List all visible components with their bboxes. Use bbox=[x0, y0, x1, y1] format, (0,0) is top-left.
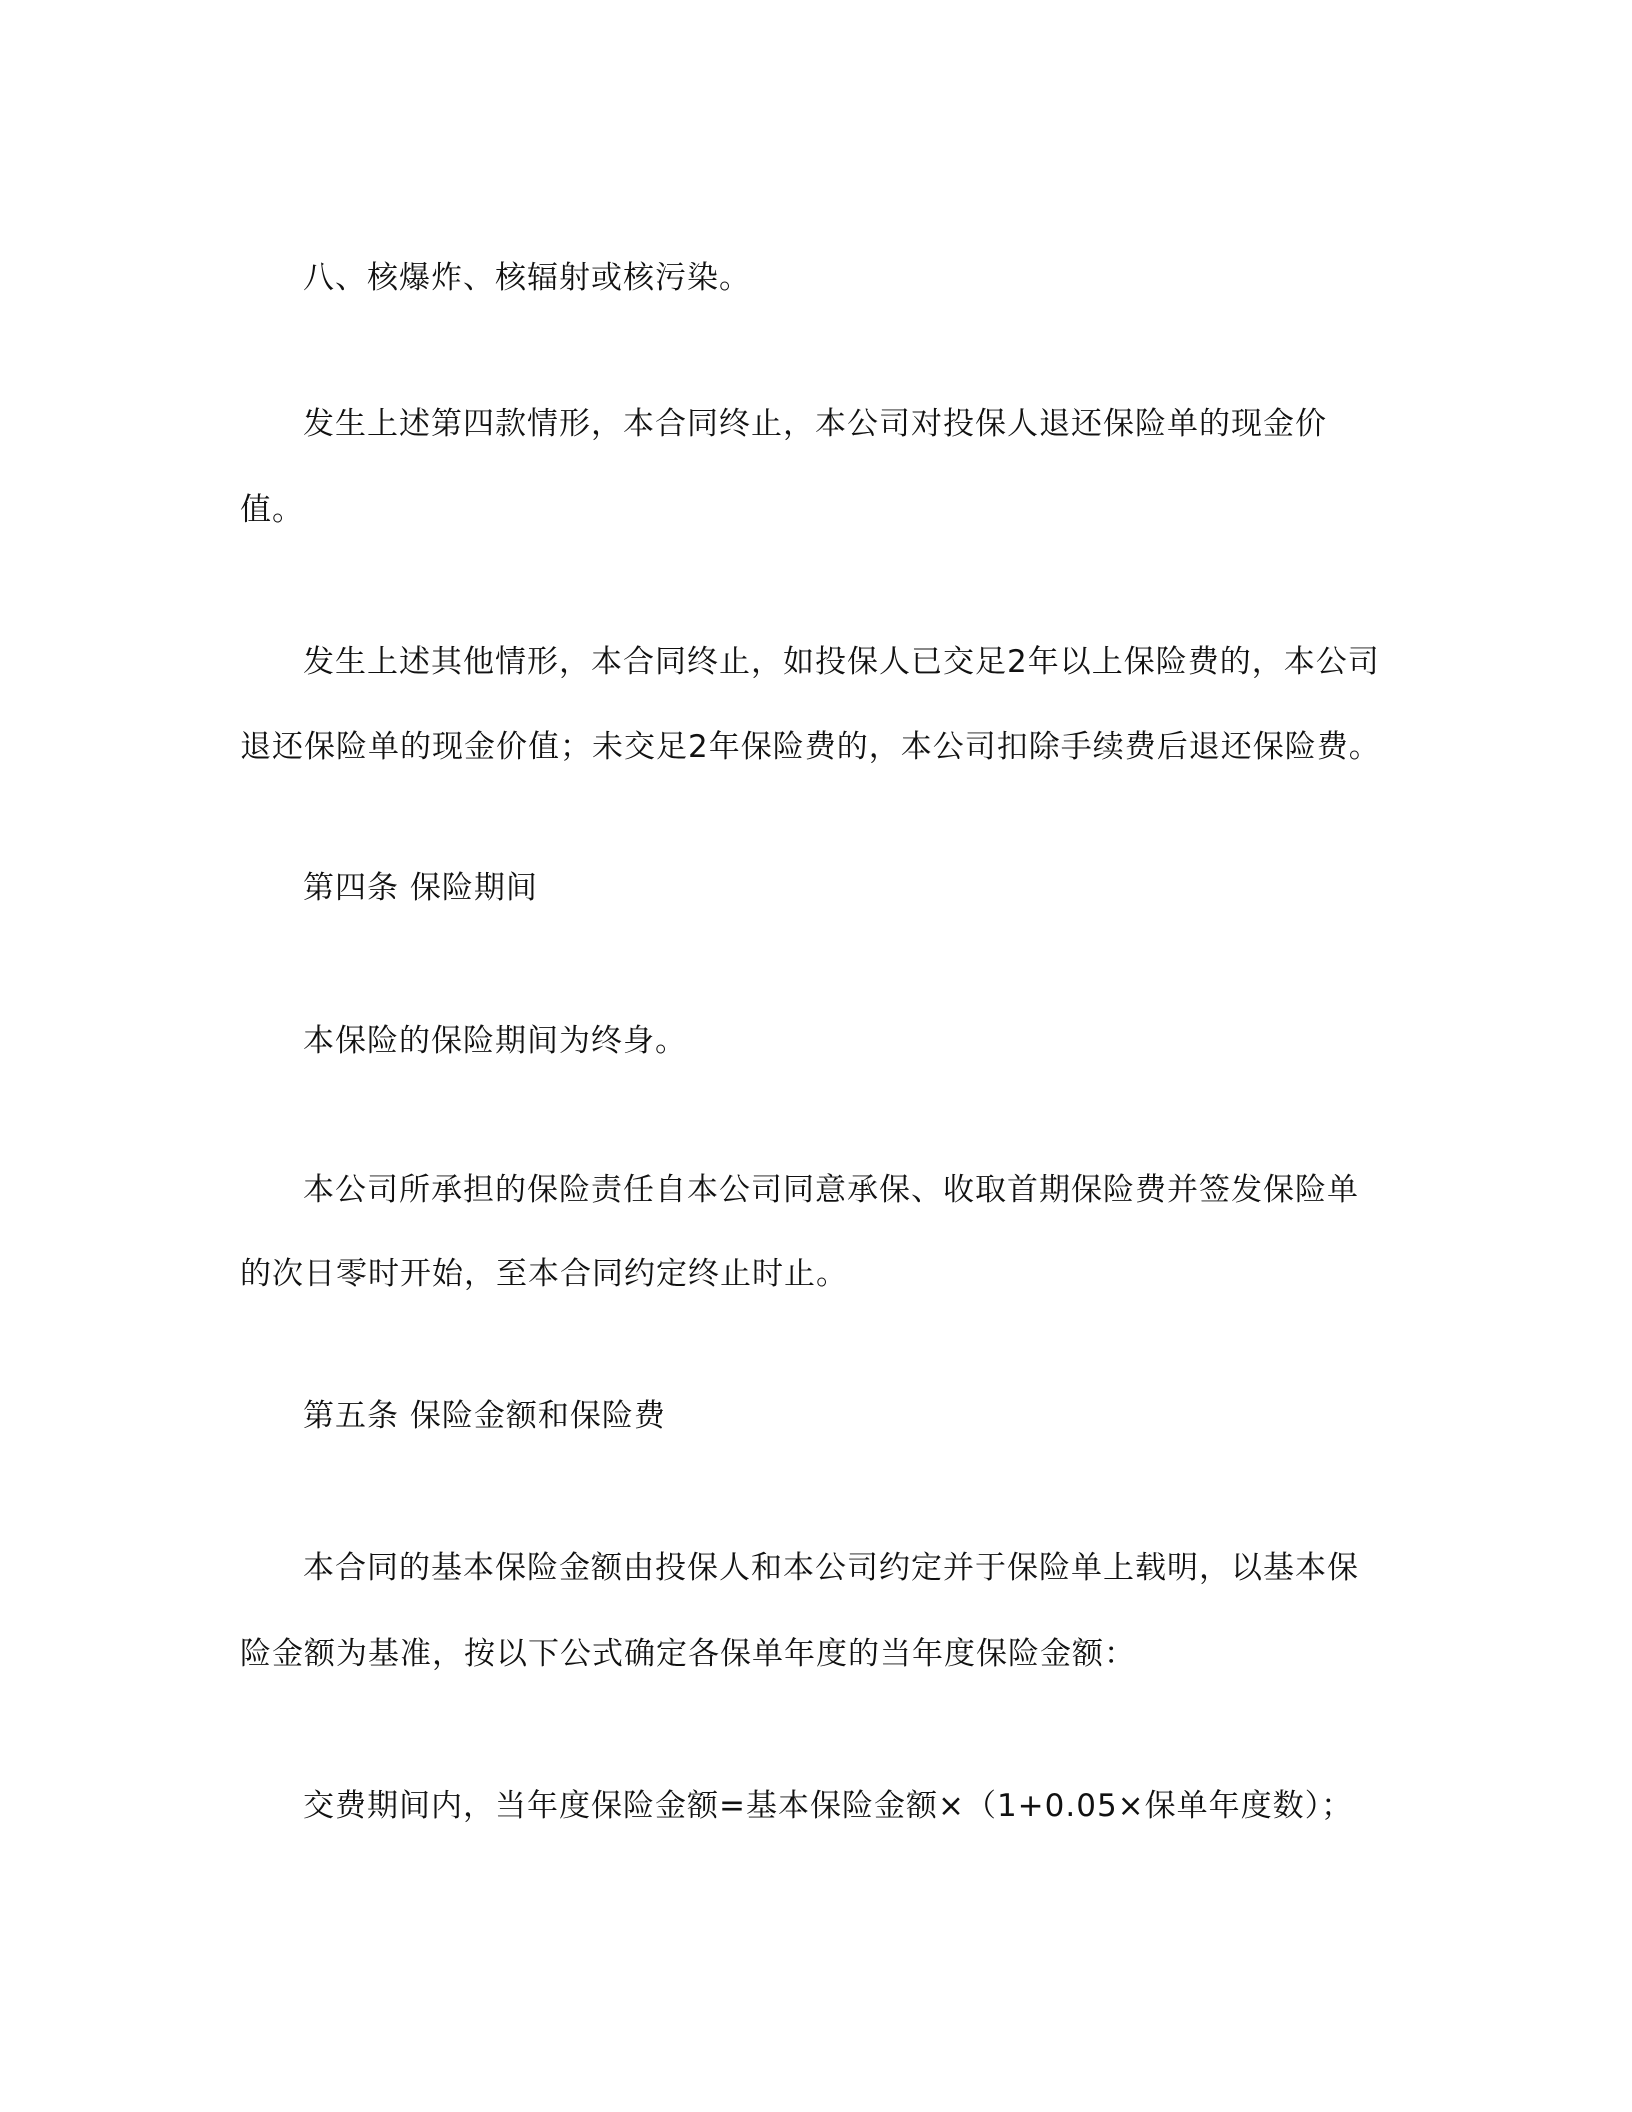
paragraph-line: 退还保险单的现金价值；未交足2年保险费的，本公司扣除手续费后退还保险费。 bbox=[240, 729, 1381, 765]
paragraph-line: 发生上述第四款情形，本合同终止，本公司对投保人退还保险单的现金价 bbox=[303, 406, 1327, 442]
paragraph-line: 险金额为基准，按以下公式确定各保单年度的当年度保险金额： bbox=[240, 1636, 1136, 1672]
paragraph-line: 本保险的保险期间为终身。 bbox=[303, 1023, 687, 1059]
section-heading-article-5: 第五条 保险金额和保险费 bbox=[303, 1398, 666, 1434]
paragraph-line: 本合同的基本保险金额由投保人和本公司约定并于保险单上载明，以基本保 bbox=[303, 1550, 1359, 1586]
paragraph-line: 的次日零时开始，至本合同约定终止时止。 bbox=[240, 1256, 848, 1292]
paragraph-line: 发生上述其他情形，本合同终止，如投保人已交足2年以上保险费的，本公司 bbox=[303, 644, 1380, 680]
formula-line: 交费期间内，当年度保险金额=基本保险金额×（1+0.05×保单年度数）； bbox=[303, 1788, 1354, 1824]
clause-item-8: 八、核爆炸、核辐射或核污染。 bbox=[303, 260, 751, 296]
paragraph-line: 本公司所承担的保险责任自本公司同意承保、收取首期保险费并签发保险单 bbox=[303, 1172, 1359, 1208]
section-heading-article-4: 第四条 保险期间 bbox=[303, 870, 538, 906]
paragraph-line: 值。 bbox=[240, 492, 304, 528]
